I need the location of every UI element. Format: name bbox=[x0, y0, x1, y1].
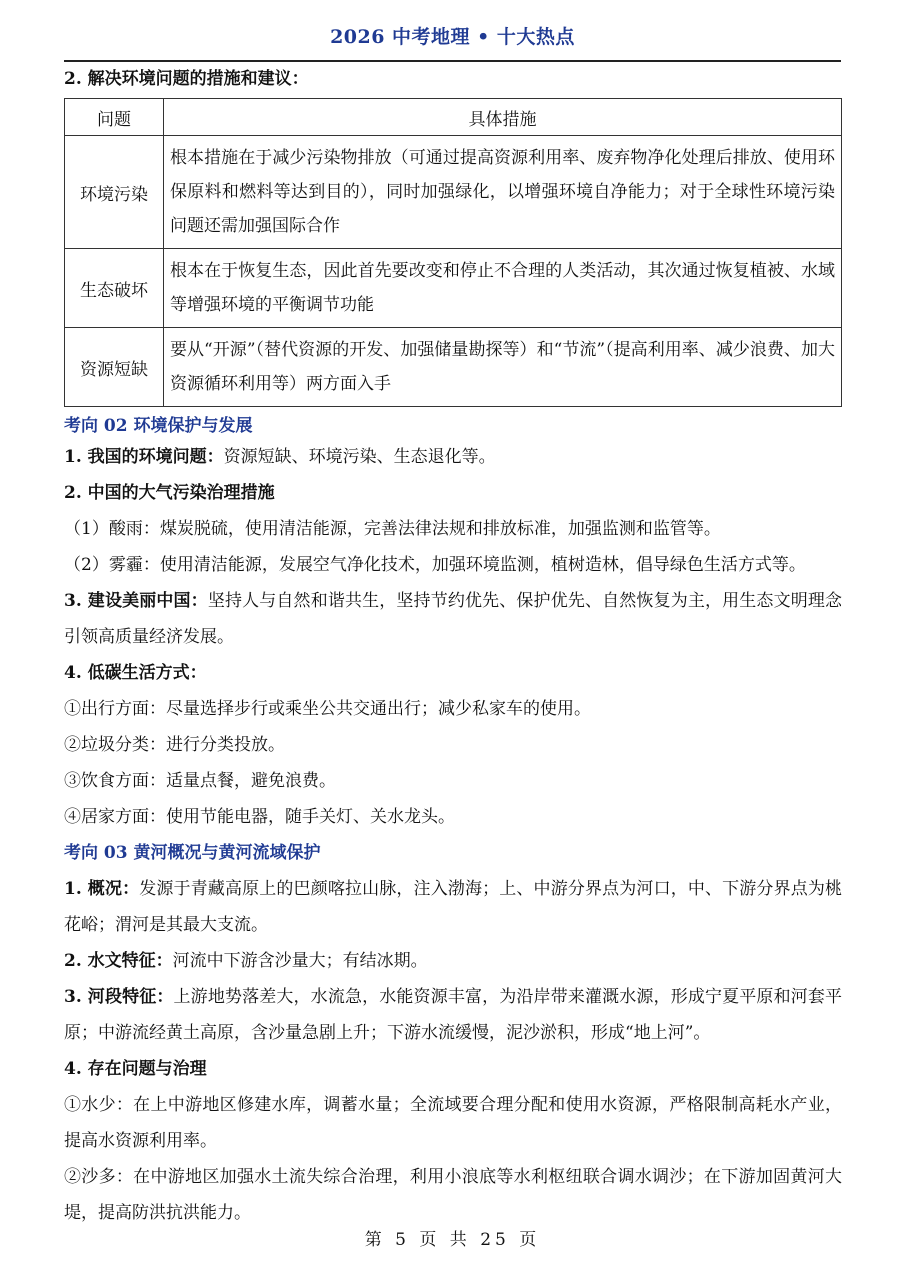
paragraph: ①出行方面：尽量选择步行或乘坐公共交通出行；减少私家车的使用。 bbox=[64, 699, 591, 719]
paragraph-text: 上游地势落差大，水流急，水能资源丰富，为沿岸带来灌溉水源，形成宁夏平原和河套平原；中游流经黄土高原，含沙量急剧上升；下游水流缓慢，泥沙淤积，形成“地上河”。 bbox=[64, 987, 842, 1043]
paragraph: ③饮食方面：适量点餐，避免浪费。 bbox=[64, 771, 336, 791]
table-heading: 2. 解决环境问题的措施和建议： bbox=[64, 69, 309, 89]
problem-cell: 环境污染 bbox=[65, 136, 164, 249]
page-number: 第 5 页 共 25 页 bbox=[364, 1230, 541, 1250]
paragraph: 2. 中国的大气污染治理措施 bbox=[64, 483, 275, 503]
paragraph: （1）酸雨：煤炭脱硫，使用清洁能源，完善法律法规和排放标准，加强监测和监管等。 bbox=[64, 519, 721, 539]
table-header-row bbox=[65, 99, 842, 136]
paragraph: 4. 低碳生活方式： bbox=[64, 663, 207, 683]
paragraph-label: 2. 水文特征： bbox=[64, 951, 173, 971]
paragraph bbox=[64, 439, 842, 475]
section-title: 考向 02 环境保护与发展 bbox=[64, 416, 253, 436]
paragraph: ②垃圾分类：进行分类投放。 bbox=[64, 735, 285, 755]
header-title: 2026 中考地理 • 十大热点 bbox=[330, 26, 575, 48]
page-header bbox=[64, 22, 841, 62]
paragraph-text: 河流中下游含沙量大；有结冰期。 bbox=[172, 951, 428, 971]
paragraph bbox=[64, 583, 842, 655]
paragraph: ②沙多：在中游地区加强水土流失综合治理，利用小浪底等水利枢纽联合调水调沙；在下游加固黄河大堤，提高防洪抗洪能力。 bbox=[64, 1167, 842, 1223]
paragraph-label: 1. 我国的环境问题： bbox=[64, 447, 224, 467]
paragraph: （2）雾霾：使用清洁能源，发展空气净化技术，加强环境监测，植树造林，倡导绿色生活方式等。 bbox=[64, 555, 806, 575]
paragraph-label: 3. 河段特征： bbox=[64, 987, 174, 1007]
measures-table bbox=[64, 98, 842, 407]
problem-cell: 资源短缺 bbox=[65, 328, 164, 407]
paragraph-label: 3. 建设美丽中国： bbox=[64, 591, 208, 611]
paragraph-text: 坚持人与自然和谐共生，坚持节约优先、保护优先、自然恢复为主，用生态文明理念引领高质量经济发展。 bbox=[64, 591, 843, 647]
column-header-problem: 问题 bbox=[65, 99, 164, 136]
page-footer bbox=[0, 1225, 905, 1250]
problem-cell: 生态破坏 bbox=[65, 249, 164, 328]
table-row bbox=[65, 328, 842, 407]
paragraph: 4. 存在问题与治理 bbox=[64, 1059, 207, 1079]
paragraph: ①水少：在上中游地区修建水库，调蓄水量；全流域要合理分配和使用水资源，严格限制高耗水产业，提高水资源利用率。 bbox=[64, 1095, 842, 1151]
paragraph bbox=[64, 979, 842, 1051]
section-title: 考向 03 黄河概况与黄河流域保护 bbox=[64, 843, 321, 863]
page-content bbox=[64, 66, 842, 1231]
table-row bbox=[65, 249, 842, 328]
paragraph bbox=[64, 871, 842, 943]
paragraph bbox=[64, 943, 842, 979]
measure-cell: 要从“开源”（替代资源的开发、加强储量勘探等）和“节流”（提高利用率、减少浪费、加大资源循环利用等）两方面入手 bbox=[164, 328, 842, 407]
column-header-measures: 具体措施 bbox=[164, 99, 842, 136]
table-row bbox=[65, 136, 842, 249]
paragraph-text: 发源于青藏高原上的巴颜喀拉山脉，注入渤海；上、中游分界点为河口，中、下游分界点为桃花峪；渭河是其最大支流。 bbox=[64, 879, 843, 935]
paragraph-text: 资源短缺、环境污染、生态退化等。 bbox=[223, 447, 496, 467]
paragraph-label: 1. 概况： bbox=[64, 879, 140, 899]
measure-cell: 根本在于恢复生态，因此首先要改变和停止不合理的人类活动，其次通过恢复植被、水域等增强环境的平衡调节功能 bbox=[164, 249, 842, 328]
measure-cell: 根本措施在于减少污染物排放（可通过提高资源利用率、废弃物净化处理后排放、使用环保原料和燃料等达到目的），同时加强绿化，以增强环境自净能力；对于全球性环境污染问题还需加强国际合作 bbox=[164, 136, 842, 249]
paragraph: ④居家方面：使用节能电器，随手关灯、关水龙头。 bbox=[64, 807, 455, 827]
